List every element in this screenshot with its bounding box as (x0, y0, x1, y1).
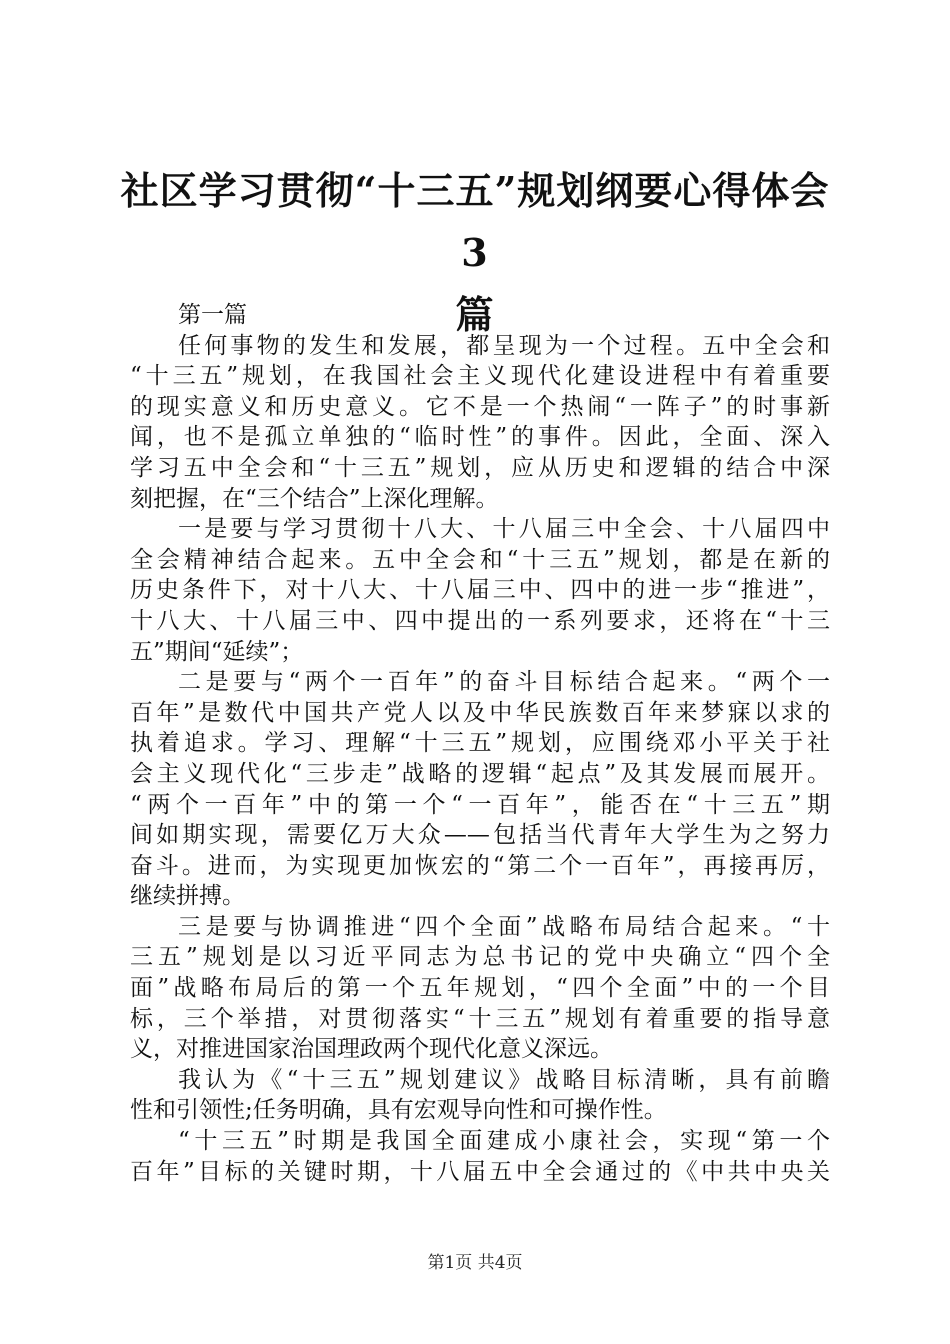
paragraph-line: 执着追求。学习、理解“十三五”规划，应围绕邓小平关于社 (130, 730, 830, 757)
paragraph-line: 面”战略布局后的第一个五年规划，“四个全面”中的一个目 (130, 975, 830, 1002)
paragraph-line: 历史条件下，对十八大、十八届三中、四中的进一步“推进”， (130, 577, 830, 604)
paragraph-line: 义，对推进国家治国理政两个现代化意义深远。 (130, 1036, 613, 1063)
paragraph-line: 五”期间“延续”； (130, 638, 304, 665)
document-body (130, 300, 830, 1187)
paragraph-line: 学习五中全会和“十三五”规划，应从历史和逻辑的结合中深 (130, 454, 830, 481)
paragraph-line: 百年”是数代中国共产党人以及中华民族数百年来梦寐以求的 (130, 699, 830, 726)
paragraph-line: 三是要与协调推进“四个全面”战略布局结合起来。“十 (178, 913, 830, 940)
paragraph-line: 一是要与学习贯彻十八大、十八届三中全会、十八届四中 (178, 516, 830, 543)
paragraph-line: 闻，也不是孤立单独的“临时性”的事件。因此，全面、深入 (130, 424, 830, 451)
paragraph-line: 间如期实现，需要亿万大众——包括当代青年大学生为之努力 (130, 822, 830, 849)
paragraph-line: 性和引领性;任务明确，具有宏观导向性和可操作性。 (130, 1097, 667, 1124)
title-line-2: 篇 (455, 292, 495, 337)
paragraph-line: 奋斗。进而，为实现更加恢宏的“第二个一百年”，再接再厉， (130, 852, 830, 879)
paragraph-line: 我认为《“十三五”规划建议》战略目标清晰，具有前瞻 (178, 1066, 830, 1093)
paragraph-line: 刻把握，在“三个结合”上深化理解。 (130, 485, 499, 512)
paragraph-line: 二是要与“两个一百年”的奋斗目标结合起来。“两个一 (178, 669, 830, 696)
paragraph-line: “十三五”规划，在我国社会主义现代化建设进程中有着重要 (130, 363, 830, 390)
paragraph-line: 全会精神结合起来。五中全会和“十三五”规划，都是在新的 (130, 546, 830, 573)
paragraph-line: 百年”目标的关键时期，十八届五中全会通过的《中共中央关 (130, 1158, 830, 1185)
paragraph-line: 继续拼搏。 (130, 883, 245, 910)
paragraph-line: 十八大、十八届三中、四中提出的一系列要求，还将在“十三 (130, 607, 830, 634)
paragraph-line: 会主义现代化“三步走”战略的逻辑“起点”及其发展而展开。 (130, 760, 830, 787)
title-line-1: 社区学习贯彻“十三五”规划纲要心得体会3 (120, 168, 830, 275)
page-footer: 第1页 共4页 (427, 1253, 523, 1273)
paragraph-line: 三五”规划是以习近平同志为总书记的党中央确立“四个全 (130, 944, 830, 971)
paragraph-line: 任何事物的发生和发展，都呈现为一个过程。五中全会和 (178, 332, 830, 359)
paragraph-line: 的现实意义和历史意义。它不是一个热闹“一阵子”的时事新 (130, 393, 830, 420)
paragraph-line: “十三五”时期是我国全面建成小康社会，实现“第一个 (178, 1128, 830, 1155)
paragraph-line: “两个一百年”中的第一个“一百年”，能否在“十三五”期 (130, 791, 830, 818)
section-heading: 第一篇 (178, 302, 247, 328)
paragraph-line: 标，三个举措，对贯彻落实“十三五”规划有着重要的指导意 (130, 1005, 830, 1032)
